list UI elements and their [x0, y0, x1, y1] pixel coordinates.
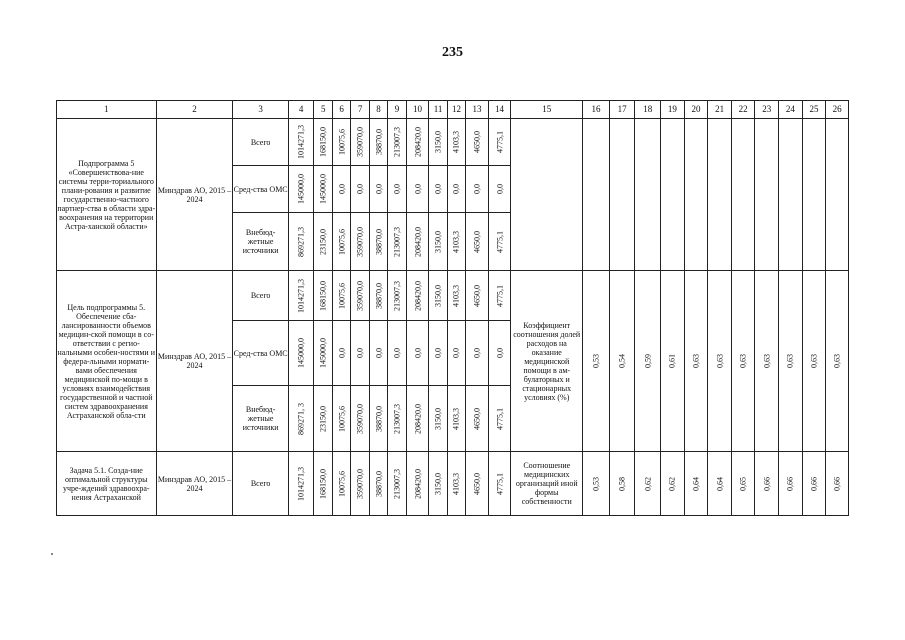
column-header: 25 [802, 101, 826, 119]
funding-value-text: 168150,0 [318, 280, 328, 311]
column-header: 5 [314, 101, 332, 119]
funding-value-text: 0,0 [495, 184, 505, 194]
funding-value-text: 359070,0 [355, 468, 365, 499]
indicator-value-text: 0,66 [785, 476, 795, 491]
column-header: 9 [388, 101, 406, 119]
funding-source: Сред-ства ОМС [233, 166, 288, 213]
funding-value [332, 271, 350, 321]
funding-value-text: 4103,3 [451, 230, 461, 253]
funding-value [406, 119, 429, 166]
funding-value-text: 0,0 [392, 184, 402, 194]
funding-source: Внебюд-жетные источники [233, 386, 288, 452]
funding-value [466, 386, 489, 452]
funding-value-text: 0,0 [472, 348, 482, 358]
funding-value-text: 4650,0 [472, 131, 482, 153]
funding-value-text: 4775,1 [495, 131, 505, 153]
funding-value [466, 271, 489, 321]
indicator-value [731, 119, 755, 271]
funding-value-text: 3150,0 [433, 230, 443, 253]
funding-value-text: 4103,3 [451, 131, 461, 153]
indicator-name: Соотношение медицинских организаций иной формы собственности [511, 452, 583, 516]
indicator-value-text: 0,64 [691, 476, 701, 491]
funding-value [406, 321, 429, 386]
funding-value-text: 0,0 [433, 184, 443, 194]
indicator-value [609, 271, 635, 452]
funding-value [314, 166, 332, 213]
funding-value [369, 119, 387, 166]
column-header: 21 [708, 101, 732, 119]
indicator-value-text: 0,63 [832, 354, 842, 368]
program-table [56, 100, 849, 516]
funding-value-text: 4650,0 [472, 284, 482, 307]
funding-value-text: 38870,0 [374, 470, 384, 497]
funding-value-text: 4650,0 [472, 230, 482, 253]
indicator-value-text: 0,62 [643, 476, 653, 491]
column-header: 24 [779, 101, 803, 119]
funding-value [488, 213, 511, 271]
indicator-value [583, 119, 610, 271]
row-executor: Минздрав АО, 2015 – 2024 [156, 271, 233, 452]
funding-value [288, 213, 314, 271]
funding-value-text: 0,0 [337, 348, 347, 358]
funding-value-text: 4650,0 [472, 407, 482, 430]
indicator-value [684, 119, 708, 271]
funding-source: Всего [233, 119, 288, 166]
funding-value-text: 4775,1 [495, 284, 505, 307]
funding-value [447, 213, 465, 271]
indicator-value-text: 0,53 [591, 354, 601, 368]
funding-value [429, 271, 447, 321]
indicator-value-text: 0,65 [738, 476, 748, 491]
funding-value-text: 10075,6 [337, 470, 347, 497]
funding-value-text: 23150,0 [318, 228, 328, 255]
funding-value-text: 23150,0 [318, 405, 328, 432]
indicator-value [731, 271, 755, 452]
funding-value-text: 208420,0 [413, 226, 423, 257]
indicator-value [635, 452, 661, 516]
funding-value [332, 321, 350, 386]
funding-value-text: 1014271,3 [296, 278, 306, 313]
funding-value-text: 4650,0 [472, 472, 482, 495]
funding-value-text: 359070,0 [355, 226, 365, 257]
funding-value-text: 0,0 [374, 348, 384, 358]
indicator-value-text: 0,53 [591, 476, 601, 491]
funding-value [388, 166, 406, 213]
funding-value-text: 4775,1 [495, 230, 505, 253]
funding-value-text: 0,0 [472, 184, 482, 194]
funding-value [369, 386, 387, 452]
funding-value-text: 208420,0 [413, 280, 423, 311]
funding-value [332, 119, 350, 166]
funding-value-text: 208420,0 [413, 468, 423, 499]
indicator-value [609, 452, 635, 516]
funding-value [369, 452, 387, 516]
funding-value-text: 1014271,3 [296, 125, 306, 159]
indicator-value-text: 0,58 [617, 476, 627, 491]
funding-value [369, 213, 387, 271]
funding-value [466, 452, 489, 516]
funding-value-text: 869271,3 [296, 226, 306, 257]
funding-value [314, 271, 332, 321]
column-header: 4 [288, 101, 314, 119]
column-header: 26 [826, 101, 849, 119]
funding-value [351, 119, 369, 166]
column-header: 6 [332, 101, 350, 119]
funding-value-text: 0,0 [413, 184, 423, 194]
column-header: 23 [755, 101, 779, 119]
column-header: 20 [684, 101, 708, 119]
funding-value [288, 386, 314, 452]
funding-value [429, 166, 447, 213]
funding-value-text: 0,0 [413, 348, 423, 358]
funding-value-text: 38870,0 [374, 405, 384, 432]
funding-value-text: 145000,0 [296, 174, 306, 204]
funding-value [332, 213, 350, 271]
funding-value-text: 213007,3 [392, 468, 402, 499]
funding-value [488, 119, 511, 166]
funding-value [406, 213, 429, 271]
funding-value [288, 166, 314, 213]
indicator-value-text: 0,63 [762, 354, 772, 368]
table-row [57, 119, 849, 166]
funding-value-text: 145000,0 [318, 338, 328, 368]
indicator-value [826, 119, 849, 271]
funding-value-text: 10075,6 [337, 228, 347, 255]
indicator-value [779, 271, 803, 452]
funding-source: Внебюд-жетные источники [233, 213, 288, 271]
indicator-value [802, 452, 826, 516]
indicator-value [609, 119, 635, 271]
funding-value-text: 3150,0 [433, 472, 443, 495]
funding-value [369, 271, 387, 321]
column-header: 1 [57, 101, 157, 119]
funding-value-text: 1014271,3 [296, 466, 306, 501]
indicator-value [708, 119, 732, 271]
funding-value-text: 0,0 [451, 348, 461, 358]
indicator-name [511, 119, 583, 271]
funding-value-text: 10075,6 [337, 282, 347, 309]
indicator-value [755, 271, 779, 452]
column-header: 7 [351, 101, 369, 119]
funding-value-text: 3150,0 [433, 131, 443, 153]
indicator-value [779, 452, 803, 516]
funding-value [288, 119, 314, 166]
column-header: 8 [369, 101, 387, 119]
funding-value [388, 452, 406, 516]
indicator-value [755, 452, 779, 516]
funding-value-text: 208420,0 [413, 403, 423, 434]
indicator-value [661, 119, 685, 271]
indicator-value-text: 0,54 [617, 354, 627, 368]
column-header: 17 [609, 101, 635, 119]
indicator-value [583, 271, 610, 452]
table-row [57, 452, 849, 516]
funding-value [332, 386, 350, 452]
indicator-value [731, 452, 755, 516]
column-header: 3 [233, 101, 288, 119]
funding-value [314, 386, 332, 452]
funding-value-text: 4775,1 [495, 472, 505, 495]
funding-value [332, 452, 350, 516]
funding-value-text: 4103,3 [451, 407, 461, 430]
indicator-value [755, 119, 779, 271]
indicator-value [802, 271, 826, 452]
funding-value-text: 359070,0 [355, 403, 365, 434]
funding-value-text: 0,0 [355, 348, 365, 358]
indicator-value-text: 0,63 [809, 354, 819, 368]
row-name: Подпрограмма 5 «Совершенствова-ние системы терри-ториального плани-рования и развитие государственно-частного партнер-ства в области здра-воохранения на территории Астра-ханской области» [57, 119, 157, 271]
funding-value-text: 0,0 [374, 184, 384, 194]
column-header: 2 [156, 101, 233, 119]
column-header: 13 [466, 101, 489, 119]
funding-value [332, 166, 350, 213]
funding-value [466, 213, 489, 271]
column-header: 18 [635, 101, 661, 119]
indicator-value-text: 0,61 [667, 354, 677, 368]
indicator-value [802, 119, 826, 271]
funding-value [429, 213, 447, 271]
funding-value [447, 166, 465, 213]
funding-value [314, 321, 332, 386]
indicator-value-text: 0,66 [762, 476, 772, 491]
funding-value-text: 0,0 [337, 184, 347, 194]
column-header: 16 [583, 101, 610, 119]
row-name: Цель подпрограммы 5. Обеспечение сба-лансированности объемов медицин-ской помощи в со-ответствии с регио-нальными особен-ностями и федера-льными нормати-вами обеспечения медицинской по-мощи в условиях взаимодействия государственной и частной систем здравоохранения Астраханской обла-сти [57, 271, 157, 452]
funding-value [351, 271, 369, 321]
indicator-name: Коэффициент соотношения долей расходов на оказание медицинской помощи в ам-булаторных и стационарных условиях (%) [511, 271, 583, 452]
funding-source: Всего [233, 452, 288, 516]
funding-value [406, 452, 429, 516]
funding-value-text: 3150,0 [433, 407, 443, 430]
funding-value [314, 213, 332, 271]
funding-value [447, 119, 465, 166]
funding-value-text: 213007,3 [392, 226, 402, 257]
funding-value [429, 452, 447, 516]
funding-value [466, 166, 489, 213]
funding-value [351, 213, 369, 271]
column-header: 12 [447, 101, 465, 119]
indicator-value [684, 271, 708, 452]
page-number: 235 [442, 45, 463, 60]
funding-value [488, 321, 511, 386]
funding-value [406, 271, 429, 321]
indicator-value [635, 119, 661, 271]
indicator-value [708, 271, 732, 452]
indicator-value [826, 452, 849, 516]
funding-value-text: 10075,6 [337, 405, 347, 432]
funding-value-text: 4103,3 [451, 284, 461, 307]
funding-value-text: 10075,6 [337, 129, 347, 155]
funding-value-text: 38870,0 [374, 129, 384, 155]
funding-value [406, 166, 429, 213]
funding-value-text: 213007,3 [392, 280, 402, 311]
funding-value-text: 38870,0 [374, 282, 384, 309]
funding-value [314, 119, 332, 166]
funding-value-text: 208420,0 [413, 127, 423, 157]
funding-value-text: 145000,0 [296, 338, 306, 368]
indicator-value-text: 0,64 [715, 476, 725, 491]
header-row [57, 101, 849, 119]
indicator-value-text: 0,63 [738, 354, 748, 368]
funding-value-text: 213007,3 [392, 127, 402, 157]
funding-value [447, 452, 465, 516]
funding-value [288, 321, 314, 386]
indicator-value [779, 119, 803, 271]
indicator-value-text: 0,63 [785, 354, 795, 368]
column-header: 14 [488, 101, 511, 119]
indicator-value-text: 0,62 [667, 476, 677, 491]
indicator-value [661, 452, 685, 516]
funding-value [288, 452, 314, 516]
indicator-value [826, 271, 849, 452]
row-executor: Минздрав АО, 2015 – 2024 [156, 452, 233, 516]
funding-value [466, 119, 489, 166]
indicator-value [583, 452, 610, 516]
funding-value-text: 359070,0 [355, 127, 365, 157]
table-row [57, 271, 849, 321]
column-header: 19 [661, 101, 685, 119]
funding-value-text: 0,0 [433, 348, 443, 358]
funding-value [406, 386, 429, 452]
funding-source: Всего [233, 271, 288, 321]
indicator-value [684, 452, 708, 516]
funding-value-text: 168150,0 [318, 468, 328, 499]
funding-value [447, 271, 465, 321]
funding-value [488, 386, 511, 452]
funding-value [388, 119, 406, 166]
funding-value-text: 359070,0 [355, 280, 365, 311]
funding-value [351, 386, 369, 452]
funding-value [488, 452, 511, 516]
funding-value [351, 321, 369, 386]
funding-value-text: 4775,1 [495, 407, 505, 430]
column-header: 10 [406, 101, 429, 119]
funding-value [351, 452, 369, 516]
funding-value [429, 119, 447, 166]
funding-value [429, 386, 447, 452]
funding-value-text: 4103,3 [451, 472, 461, 495]
funding-value [447, 386, 465, 452]
funding-value-text: 38870,0 [374, 228, 384, 255]
funding-value-text: 213007,3 [392, 403, 402, 434]
funding-value [488, 166, 511, 213]
funding-value [369, 321, 387, 386]
funding-value-text: 3150,0 [433, 284, 443, 307]
indicator-value-text: 0,66 [809, 476, 819, 491]
funding-value [388, 321, 406, 386]
row-executor: Минздрав АО, 2015 – 2024 [156, 119, 233, 271]
column-header: 15 [511, 101, 583, 119]
column-header: 11 [429, 101, 447, 119]
funding-value-text: 0,0 [451, 184, 461, 194]
indicator-value-text: 0,59 [643, 354, 653, 368]
funding-value [466, 321, 489, 386]
funding-value [429, 321, 447, 386]
funding-value-text: 168150,0 [318, 127, 328, 157]
funding-value-text: 145000,0 [318, 174, 328, 204]
indicator-value-text: 0,63 [715, 354, 725, 368]
column-header: 22 [731, 101, 755, 119]
indicator-value-text: 0,66 [832, 476, 842, 491]
funding-value-text: 869271, 3 [296, 402, 306, 435]
funding-value-text: 0,0 [392, 348, 402, 358]
funding-value [388, 213, 406, 271]
funding-value [314, 452, 332, 516]
funding-value [388, 386, 406, 452]
indicator-value [708, 452, 732, 516]
funding-value [369, 166, 387, 213]
indicator-value-text: 0,63 [691, 354, 701, 368]
funding-value [488, 271, 511, 321]
funding-value-text: 0,0 [355, 184, 365, 194]
funding-value [388, 271, 406, 321]
funding-value [351, 166, 369, 213]
row-name: Задача 5.1. Созда-ние оптимальной структуры учре-ждений здравоохра-нения Астраханской [57, 452, 157, 516]
scan-speck [51, 553, 53, 555]
funding-source: Сред-ства ОМС [233, 321, 288, 386]
indicator-value [635, 271, 661, 452]
funding-value [288, 271, 314, 321]
funding-value [447, 321, 465, 386]
indicator-value [661, 271, 685, 452]
funding-value-text: 0,0 [495, 348, 505, 358]
